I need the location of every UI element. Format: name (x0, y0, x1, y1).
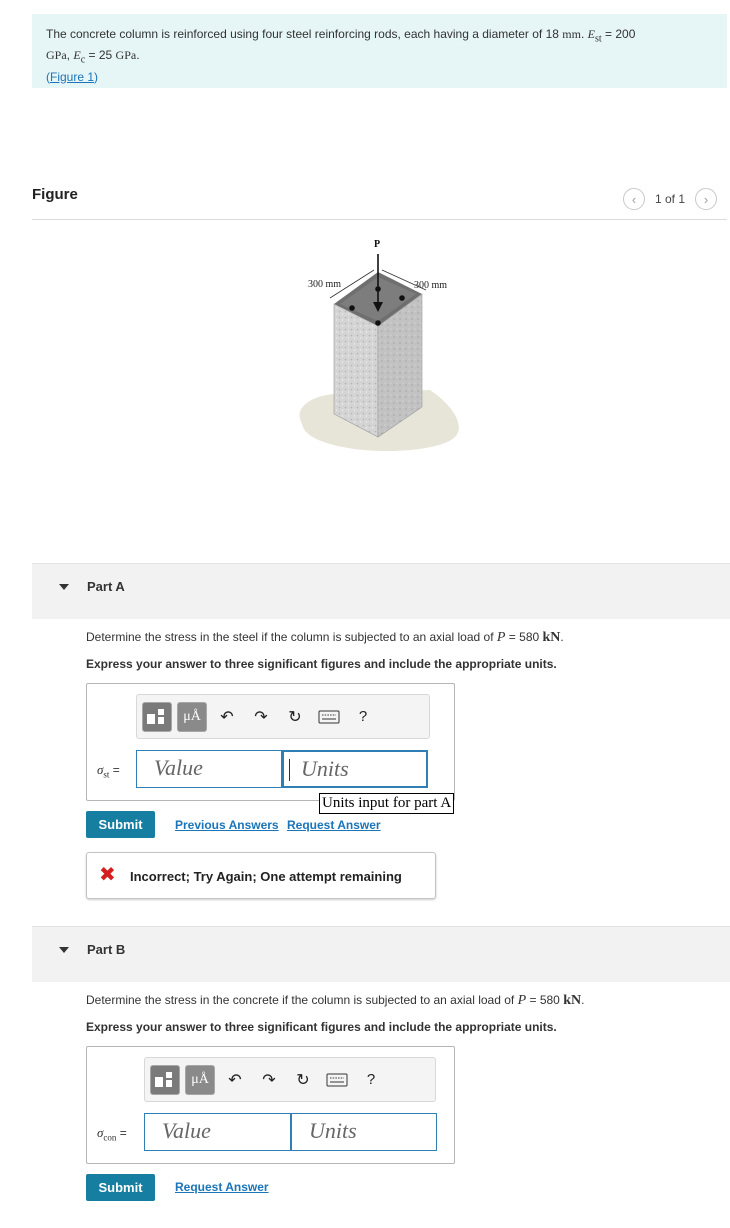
part-a-request-answer-link[interactable]: Request Answer (287, 818, 381, 832)
E-c-symbol: $E_c$ (73, 48, 86, 66)
keyboard-icon[interactable] (315, 703, 343, 731)
figure-page-indicator: 1 of 1 (655, 192, 686, 206)
dimension-left-label: 300 mm (308, 279, 342, 290)
text-cursor (289, 759, 290, 781)
part-a-instruction: Express your answer to three significant figures and include the appropriate units. (86, 657, 557, 671)
load-unit: kN (542, 630, 561, 645)
help-icon[interactable]: ? (366, 1071, 376, 1088)
paren-open: ( (46, 69, 50, 84)
part-a-toolbar (136, 694, 430, 739)
reset-icon[interactable]: ↻ (296, 1071, 310, 1089)
period: . (136, 48, 140, 63)
part-b-request-answer-link[interactable]: Request Answer (175, 1180, 269, 1194)
E-c-value: = 25 (85, 48, 113, 63)
E-st-symbol: $E_{st}$ (587, 27, 602, 45)
figure-image (290, 232, 480, 462)
paren-close: ) (94, 69, 99, 84)
sigma-st-label: $\sigma_{st}$ = (97, 762, 120, 780)
unit-mm: mm (562, 27, 581, 41)
part-b-header[interactable] (32, 926, 730, 982)
chevron-left-icon[interactable]: ‹ (623, 188, 645, 210)
part-a-value-input[interactable]: Value (136, 750, 282, 788)
problem-text (46, 26, 713, 69)
undo-icon[interactable]: ↶ (220, 708, 234, 726)
part-a-header[interactable] (32, 563, 730, 619)
redo-icon[interactable]: ↷ (254, 708, 268, 726)
templates-icon[interactable] (150, 1065, 180, 1095)
problem-text-part: The concrete column is reinforced using four steel reinforcing rods, each having a diameter of 18 (46, 27, 559, 41)
chevron-right-icon[interactable]: › (695, 188, 717, 210)
period: . (560, 630, 564, 644)
help-icon[interactable]: ? (358, 708, 368, 725)
load-unit: kN (563, 993, 582, 1008)
figure-pager (623, 188, 717, 210)
unit-gpa-2: GPa (115, 48, 137, 63)
part-b-toolbar (144, 1057, 436, 1102)
error-x-icon: ✖ (99, 864, 116, 886)
column-illustration (290, 232, 480, 462)
load-value: = 580 (505, 630, 540, 644)
symbols-button[interactable]: μÅ (185, 1065, 215, 1095)
part-b-instruction: Express your answer to three significant figures and include the appropriate units. (86, 1020, 557, 1034)
redo-icon[interactable]: ↷ (262, 1071, 276, 1089)
load-label: P (374, 239, 381, 250)
E-st-value: = 200 (601, 27, 636, 41)
load-value: = 580 (526, 993, 560, 1007)
question-text: Determine the stress in the steel if the column is subjected to an axial load of (86, 630, 494, 644)
units-tooltip: Units input for part A (319, 793, 454, 814)
unit-gpa: GPa (46, 48, 67, 63)
sigma-con-label: $\sigma_{con}$ = (97, 1125, 127, 1143)
comma: , (66, 48, 71, 63)
part-a-units-input[interactable] (282, 750, 428, 788)
part-b-submit-button[interactable]: Submit (86, 1174, 155, 1201)
collapse-triangle-icon[interactable] (59, 947, 69, 953)
undo-icon[interactable]: ↶ (228, 1071, 242, 1089)
reset-icon[interactable]: ↻ (288, 708, 302, 726)
part-a-submit-button[interactable]: Submit (86, 811, 155, 838)
load-symbol: P (517, 993, 527, 1008)
divider (32, 219, 727, 220)
part-a-title: Part A (87, 579, 125, 594)
load-symbol: P (496, 630, 506, 645)
units-placeholder: Units (301, 756, 349, 781)
figure-title: Figure (32, 186, 78, 203)
feedback-text: Incorrect; Try Again; One attempt remaining (130, 869, 402, 884)
part-b-question (86, 993, 584, 1009)
problem-statement (32, 14, 727, 88)
templates-icon[interactable] (142, 702, 172, 732)
symbols-button[interactable]: μÅ (177, 702, 207, 732)
dimension-right-label: 300 mm (414, 280, 448, 291)
feedback-message (86, 852, 436, 899)
question-text: Determine the stress in the concrete if the column is subjected to an axial load of (86, 993, 515, 1007)
part-b-value-input[interactable]: Value (144, 1113, 291, 1151)
rod-dot (375, 320, 381, 326)
keyboard-icon[interactable] (323, 1066, 351, 1094)
column-left-face (334, 304, 378, 437)
part-a-question (86, 630, 564, 646)
collapse-triangle-icon[interactable] (59, 584, 69, 590)
part-b-units-input[interactable]: Units (291, 1113, 437, 1151)
rod-dot (349, 305, 355, 311)
part-b-title: Part B (87, 942, 126, 957)
period: . (581, 993, 585, 1007)
previous-answers-link[interactable]: Previous Answers (175, 818, 279, 832)
rod-dot (399, 295, 405, 301)
figure-link[interactable]: Figure 1 (50, 69, 95, 84)
separator: . (580, 27, 585, 41)
